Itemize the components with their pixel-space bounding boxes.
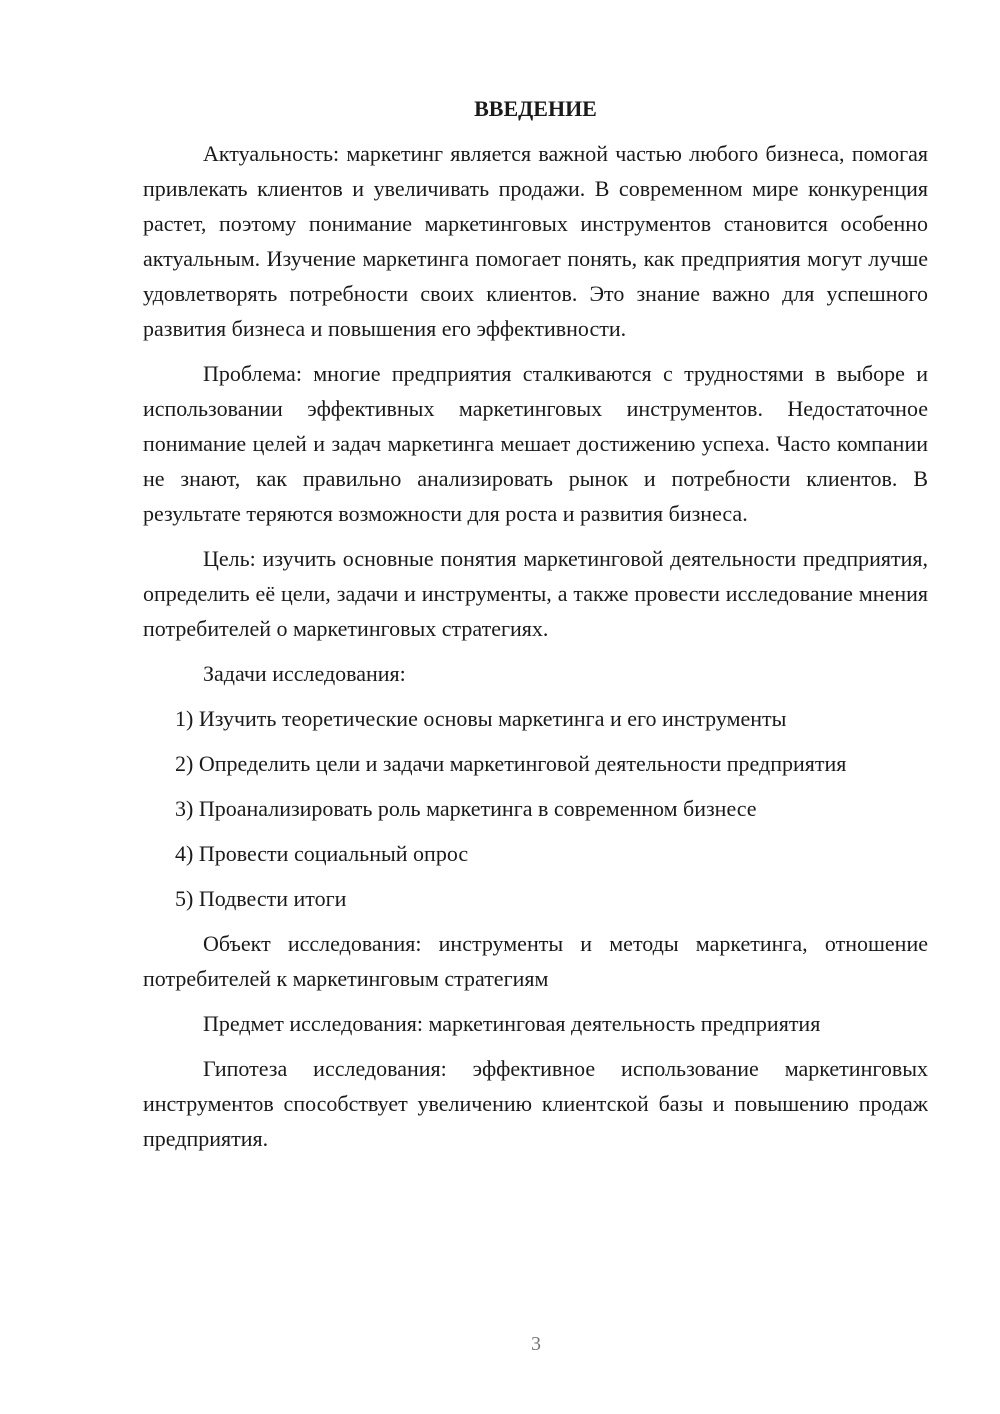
page-content [143,92,928,1166]
list-item: 5) Подвести итоги [175,886,347,911]
page-number: 3 [531,1333,541,1355]
paragraph-object: Объект исследования: инструменты и методы маркетинга, отношение потребителей к маркетинговым стратегиям [143,931,928,991]
list-item: 1) Изучить теоретические основы маркетинга и его инструменты [175,706,787,731]
page-title: ВВЕДЕНИЕ [474,96,597,121]
paragraph-subject: Предмет исследования: маркетинговая деятельность предприятия [203,1011,821,1036]
paragraph-relevance: Актуальность: маркетинг является важной частью любого бизнеса, помогая привлекать клиентов и увеличивать продажи. В современном мире конкуренция растет, поэтому понимание маркетинговых инструментов становится особенно актуальным. Изучение маркетинга помогает понять, как предприятия могут лучше удовлетворять потребности своих клиентов. Это знание важно для успешного развития бизнеса и повышения его эффективности. [143,141,928,341]
tasks-heading: Задачи исследования: [203,661,406,686]
paragraph-problem: Проблема: многие предприятия сталкиваются с трудностями в выборе и использовании эффективных маркетинговых инструментов. Недостаточное понимание целей и задач маркетинга мешает достижению успеха. Часто компании не знают, как правильно анализировать рынок и потребности клиентов. В результате теряются возможности для роста и развития бизнеса. [143,361,928,526]
list-item: 4) Провести социальный опрос [175,841,469,866]
tasks-list [143,701,928,916]
paragraph-hypothesis: Гипотеза исследования: эффективное использование маркетинговых инструментов способствует увеличению клиентской базы и повышению продаж предприятия. [143,1056,928,1151]
list-item: 2) Определить цели и задачи маркетинговой деятельности предприятия [175,751,847,776]
paragraph-goal: Цель: изучить основные понятия маркетинговой деятельности предприятия, определить её цели, задачи и инструменты, а также провести исследование мнения потребителей о маркетинговых стратегиях. [143,546,928,641]
list-item: 3) Проанализировать роль маркетинга в современном бизнесе [175,796,757,821]
